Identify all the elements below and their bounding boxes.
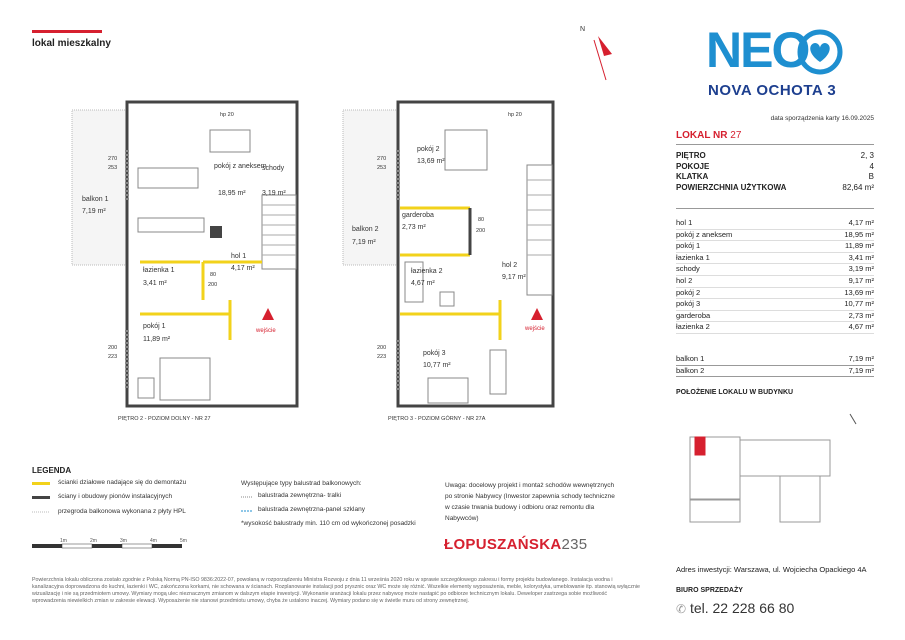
dim-253-f1: 253 bbox=[108, 165, 118, 171]
phone-icon: ✆ bbox=[676, 602, 687, 616]
room-row: schody 3,19 m² bbox=[676, 264, 874, 276]
stairs-note: Uwaga: docelowy projekt i montaż schodów wewnętrznych po stronie Nabywcy (Inwestor zapewnia schody techniczne w czasie trwania budowy i odbioru oraz remontu dla Nabywców) bbox=[445, 482, 615, 522]
label-pokoj2: pokój 2 bbox=[417, 146, 440, 153]
label-pokoj1-area: 11,89 m² bbox=[143, 336, 171, 343]
legend-swatch-installation bbox=[32, 496, 50, 499]
room-row: hol 1 4,17 m² bbox=[676, 218, 874, 230]
floor-plan-upper bbox=[343, 102, 553, 406]
legend-item: ścianki działowe nadające się do demontażu bbox=[58, 479, 187, 486]
entrance-label-f1: wejście bbox=[256, 328, 276, 334]
label-laz2-area: 4,67 m² bbox=[411, 280, 435, 287]
compass-icon bbox=[594, 36, 612, 80]
room-row: łazienka 2 4,67 m² bbox=[676, 322, 874, 334]
label-pokoj3-area: 10,77 m² bbox=[423, 362, 451, 369]
dim-80-f2: 80 bbox=[478, 217, 485, 223]
phone-number[interactable]: ✆ tel. 22 228 66 80 bbox=[676, 600, 795, 616]
dim-200-f2: 200 bbox=[377, 345, 387, 351]
room-row: pokój 1 11,89 m² bbox=[676, 241, 874, 253]
dim-80-f1: 80 bbox=[210, 272, 217, 278]
unit-type-label: lokal mieszkalny bbox=[32, 38, 111, 49]
balustrade-note: *wysokość balustrady min. 110 cm od wykończonej posadzki bbox=[241, 520, 416, 527]
legal-disclaimer: Powierzchnia lokalu obliczona zostało zgodnie z Polską Normą PN-ISO 9836:2022-07, powołaną w rozporządzeniu Ministra Rozwoju z dnia 11 września 2020 roku w sprawie szczegółowego zakresu i formy projektu budowlanego. Instalacja wodna i kanalizacyjna doprowadzona do kuchni, łazienki i WC, zakończona korkami, nie schowana w ścianach. Rozplanowanie instalacji pod prysznic oraz WC może się różnić. Wszelkie elementy wyposażenia, meble, kolorystyka, umeblowanie itp. stanowią wyłącznie wizualizację i nie są przedmiotem umowy. Wymiary mogą ulec nieznacznym zmianom w dalszym etapie inwestycji. Wykonanie aranżacji lokalu przez nabywcę może nastąpić po odbiorze technicznym lokalu. Deweloper zastrzega sobie możliwość wprowadzenia niewielkich zmian w zakresie elewacji. Wyposażenie nie stanowi przedmiotu umowy, chyba że ustalono inaczej. Wymiary podano się w świetle muru od strony zewnętrznej. bbox=[32, 577, 640, 604]
divider bbox=[676, 208, 874, 209]
floor-plan-lower bbox=[72, 102, 297, 406]
divider bbox=[676, 144, 874, 145]
balcony-row: balkon 2 7,19 m² bbox=[676, 366, 874, 378]
label-balkon1-area: 7,19 m² bbox=[82, 208, 106, 215]
label-garderoba: garderoba bbox=[402, 212, 434, 219]
card-date: data sporządzenia karty 16.09.2025 bbox=[770, 115, 874, 122]
label-hol2: hol 2 bbox=[502, 262, 518, 269]
street-brand: ŁOPUSZAŃSKA235 bbox=[444, 536, 588, 553]
label-garderoba-area: 2,73 m² bbox=[402, 224, 426, 231]
scale-bar bbox=[32, 544, 182, 548]
label-pokoj-aneks: pokój z aneksem bbox=[214, 163, 267, 170]
info-row: POWIERZCHNIA UŻYTKOWA 82,64 m² bbox=[676, 182, 874, 192]
entrance-label-f2: wejście bbox=[525, 326, 545, 332]
label-balkon2-area: 7,19 m² bbox=[352, 239, 376, 246]
floor1-caption: PIĘTRO 2 - POZIOM DOLNY - NR 27 bbox=[118, 416, 211, 422]
label-pokoj-aneks-area: 18,95 m² bbox=[218, 190, 246, 197]
neo-logo-text: NEO bbox=[706, 22, 809, 78]
label-hol1: hol 1 bbox=[231, 253, 247, 260]
dim-200b-f2: 200 bbox=[476, 228, 486, 234]
balustrade-item: balustrada zewnętrzna- tralki bbox=[258, 492, 342, 499]
compass-label: N bbox=[580, 26, 586, 33]
room-row: pokój z aneksem 18,95 m² bbox=[676, 230, 874, 242]
dim-200b-f1: 200 bbox=[208, 282, 218, 288]
balcony-list bbox=[676, 354, 874, 377]
project-subtitle: NOVA OCHOTA 3 bbox=[708, 82, 837, 99]
balcony-row: balkon 1 7,19 m² bbox=[676, 354, 874, 366]
building-location-map bbox=[690, 414, 856, 522]
dim-270-f2: 270 bbox=[377, 156, 387, 162]
label-pokoj1: pokój 1 bbox=[143, 323, 166, 330]
label-pokoj3: pokój 3 bbox=[423, 350, 446, 357]
info-row: POKOJE 4 bbox=[676, 161, 874, 171]
room-row: hol 2 9,17 m² bbox=[676, 276, 874, 288]
label-balkon2: balkon 2 bbox=[352, 226, 379, 233]
dim-270-f1: 270 bbox=[108, 156, 118, 162]
investment-address: Adres inwestycji: Warszawa, ul. Wojciecha Opackiego 4A bbox=[676, 565, 867, 574]
dim-hp20-f1: hp 20 bbox=[220, 112, 234, 118]
label-balkon1: balkon 1 bbox=[82, 196, 109, 203]
dim-223-f1: 223 bbox=[108, 354, 118, 360]
room-row: łazienka 1 3,41 m² bbox=[676, 253, 874, 265]
room-row: garderoba 2,73 m² bbox=[676, 311, 874, 323]
legend-swatch-removable bbox=[32, 482, 50, 485]
sales-office-label: BIURO SPRZEDAŻY bbox=[676, 587, 743, 594]
room-list bbox=[676, 218, 874, 334]
legend-title: LEGENDA bbox=[32, 466, 72, 475]
floor2-caption: PIĘTRO 3 - POZIOM GÓRNY - NR 27A bbox=[388, 416, 486, 422]
dim-200-f1: 200 bbox=[108, 345, 118, 351]
room-row: pokój 2 13,69 m² bbox=[676, 288, 874, 300]
info-row: PIĘTRO 2, 3 bbox=[676, 151, 874, 160]
label-hol2-area: 9,17 m² bbox=[502, 274, 526, 281]
legend-item: przegroda balkonowa wykonana z płyty HPL bbox=[58, 508, 186, 515]
dim-253-f2: 253 bbox=[377, 165, 387, 171]
lokal-value: 27 bbox=[730, 130, 742, 141]
balustrade-title: Występujące typy balustrad balkonowych: bbox=[241, 480, 362, 487]
position-title: POŁOŻENIE LOKALU W BUDYNKU bbox=[676, 389, 794, 396]
label-schody-area: 3,19 m² bbox=[262, 190, 286, 197]
balustrade-item: balustrada zewnętrzna-panel szklany bbox=[258, 506, 365, 513]
legend-item: ściany i obudowy pionów instalacyjnych bbox=[58, 493, 173, 500]
dim-hp20-f2: hp 20 bbox=[508, 112, 522, 118]
label-hol1-area: 4,17 m² bbox=[231, 265, 255, 272]
unit-info bbox=[676, 151, 874, 193]
label-laz1-area: 3,41 m² bbox=[143, 280, 167, 287]
dim-223-f2: 223 bbox=[377, 354, 387, 360]
info-row: KLATKA B bbox=[676, 172, 874, 181]
neo-logo bbox=[706, 22, 836, 78]
lokal-label: LOKAL NR bbox=[676, 130, 728, 141]
label-laz2: łazienka 2 bbox=[411, 268, 443, 275]
lokal-number bbox=[676, 130, 741, 141]
label-pokoj2-area: 13,69 m² bbox=[417, 158, 445, 165]
room-row: pokój 3 10,77 m² bbox=[676, 299, 874, 311]
label-schody: schody bbox=[262, 165, 285, 172]
label-laz1: łazienka 1 bbox=[143, 267, 175, 274]
